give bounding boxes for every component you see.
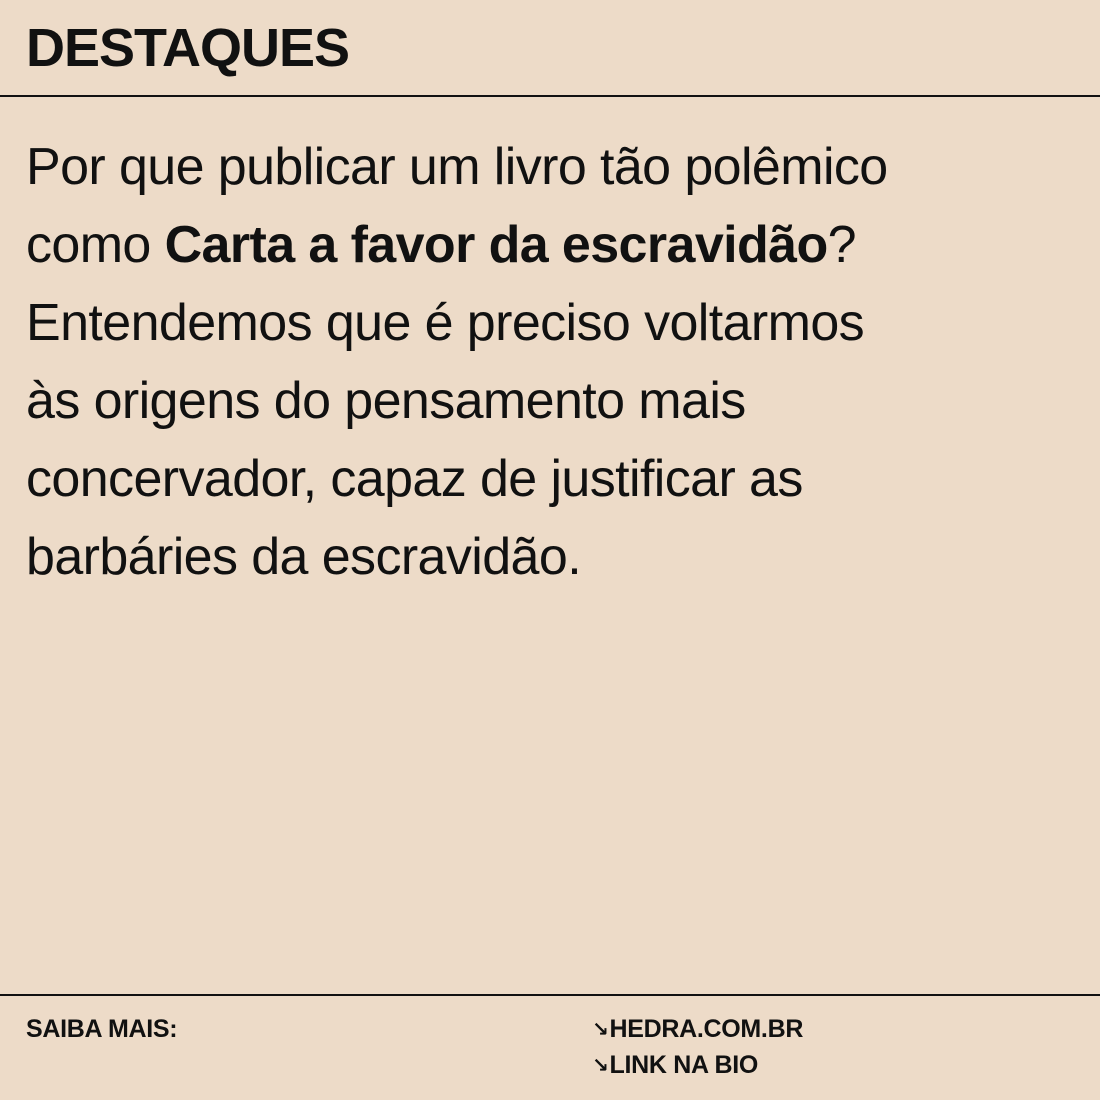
- arrow-down-right-icon: ↘: [592, 1055, 609, 1077]
- bottom-divider: [0, 994, 1100, 996]
- text-line-4: às origens do pensamento mais: [26, 372, 746, 430]
- arrow-down-right-icon: ↘: [592, 1019, 609, 1041]
- bio-link[interactable]: [592, 1048, 803, 1084]
- website-link[interactable]: [592, 1012, 803, 1048]
- website-link-label: HEDRA.COM.BR: [609, 1015, 804, 1043]
- text-line-2-prefix: como: [26, 216, 165, 274]
- highlight-text: [26, 128, 1086, 596]
- text-line-1: Por que publicar um livro tão polêmico: [26, 138, 888, 196]
- text-line-6: barbáries da escravidão.: [26, 528, 582, 586]
- book-title: Carta a favor da escravidão: [164, 216, 828, 274]
- text-line-2-suffix: ?: [827, 216, 856, 274]
- bio-link-label: LINK NA BIO: [609, 1051, 759, 1079]
- text-line-5: concervador, capaz de justificar as: [26, 450, 803, 508]
- top-divider: [0, 95, 1100, 97]
- page-title: DESTAQUES: [26, 18, 350, 78]
- text-line-3: Entendemos que é preciso voltarmos: [26, 294, 865, 352]
- footer-links: [592, 1012, 803, 1084]
- footer-label: SAIBA MAIS:: [26, 1015, 178, 1043]
- text-line-2: [26, 206, 1086, 284]
